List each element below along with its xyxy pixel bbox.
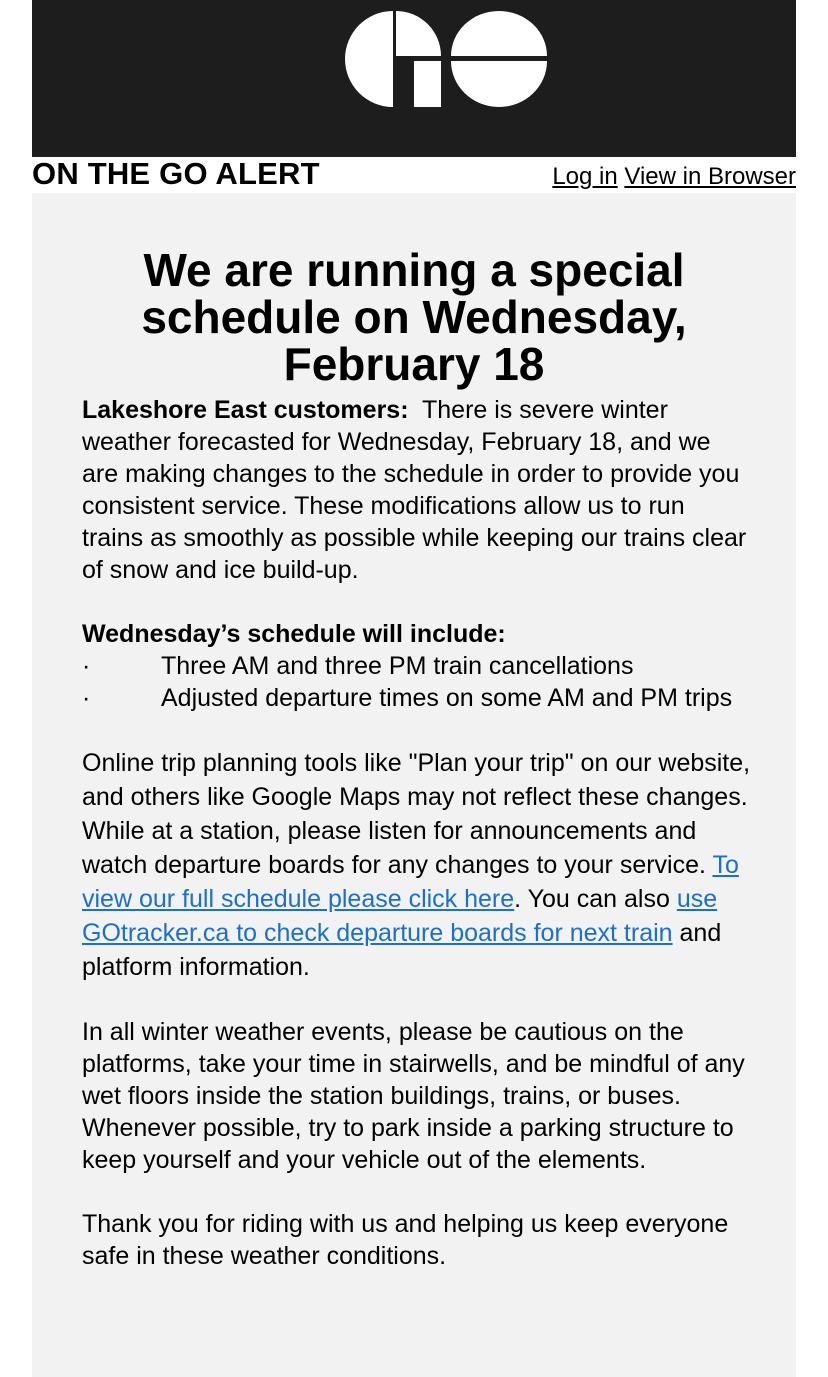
header-links [552, 162, 796, 192]
page-title: We are running a special schedule on Wednesday, February 18 [141, 244, 687, 390]
email-content [32, 193, 796, 1377]
intro-paragraph [82, 394, 752, 586]
header-banner [32, 0, 796, 157]
bullet-marker: · [82, 652, 91, 680]
bullet-text: Adjusted departure times on some AM and PM trips [161, 684, 733, 712]
full-schedule-link[interactable]: To view our full schedule please click here [82, 851, 739, 913]
view-in-browser-link[interactable]: View in Browser [624, 163, 796, 190]
bullet-marker: · [82, 684, 91, 712]
login-link[interactable]: Log in [552, 163, 618, 190]
email-body [82, 394, 752, 1272]
alert-topbar [32, 157, 796, 193]
go-logo-icon[interactable] [345, 11, 547, 107]
schedule-heading: Wednesday’s schedule will include: [82, 620, 506, 648]
bullet-text: Three AM and three PM train cancellations [161, 652, 634, 680]
gotracker-link[interactable]: use GOtracker.ca to check departure boards for next train [82, 885, 718, 947]
winter-paragraph: In all winter weather events, please be cautious on the platforms, take your time in stairwells, and be mindful of any wet floors inside the station buildings, trains, or buses. Whenever possible, try to park inside a parking structure to keep yourself and your vehicle out of the elements. [82, 1018, 745, 1174]
list-item [82, 682, 752, 714]
alert-title: ON THE GO ALERT [32, 156, 320, 191]
intro-text: There is severe winter weather forecasted for Wednesday, February 18, and we are making changes to the schedule in order to provide you consistent service. These modifications allow us to run trains as smoothly as possible while keeping our trains clear of snow and ice build-up. [82, 396, 747, 584]
thanks-paragraph: Thank you for riding with us and helping us keep everyone safe in these weather conditions. [82, 1210, 729, 1270]
planning-paragraph: Online trip planning tools like "Plan your trip" on our website, and others like Google Maps may not reflect these changes. While at a station, please listen for announcements and watch departure boards for any changes to your service. To view our full schedule please click here. You can also use GOtracker.ca to check departure boards for next train and platform information. [82, 749, 751, 981]
intro-bold: Lakeshore East customers: [82, 396, 409, 424]
list-item [82, 650, 752, 682]
